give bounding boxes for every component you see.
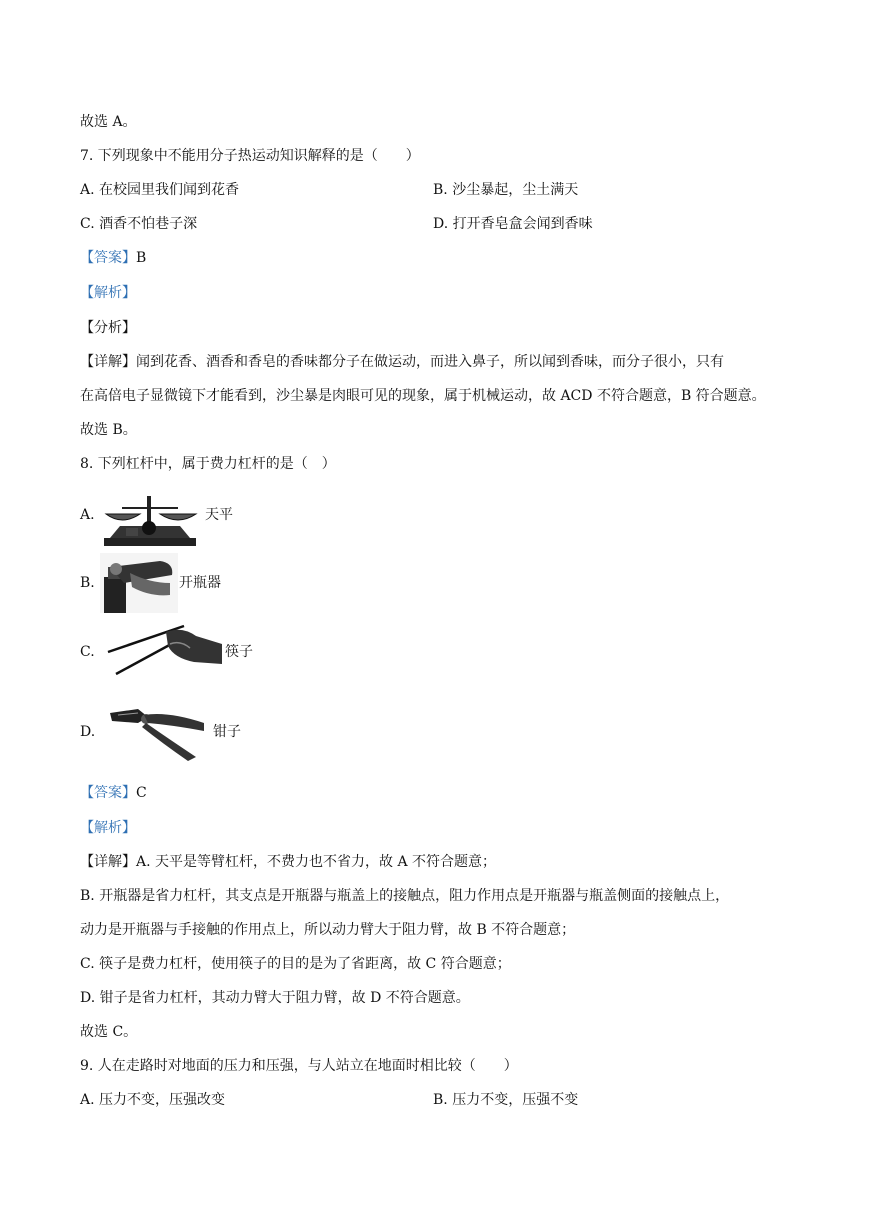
q8-option-b-label: B. xyxy=(80,575,95,591)
q7-fenxi-tag: 【分析】 xyxy=(80,320,136,336)
detail-tag: 【详解】 xyxy=(80,854,136,870)
detail-tag: 【详解】 xyxy=(80,354,136,370)
answer-tag: 【答案】 xyxy=(80,250,136,266)
answer-tag: 【答案】 xyxy=(80,785,136,801)
q7-answer xyxy=(80,248,146,268)
answer-value: C xyxy=(136,785,147,801)
q8-detail-5: D. 钳子是省力杠杆，其动力臂大于阻力臂，故 D 不符合题意。 xyxy=(80,990,470,1006)
pliers-icon xyxy=(108,703,208,761)
chopsticks-icon xyxy=(104,622,224,678)
q7-analysis-tag: 【解析】 xyxy=(80,285,136,301)
balance-scale-icon xyxy=(100,488,204,548)
q7-detail-2: 在高倍电子显微镜下才能看到，沙尘暴是肉眼可见的现象，属于机械运动，故 ACD 不符合题意，B 符合题意。 xyxy=(80,388,766,404)
conclusion-prev: 故选 A。 xyxy=(80,114,137,130)
q8-detail-4: C. 筷子是费力杠杆，使用筷子的目的是为了省距离，故 C 符合题意； xyxy=(80,956,511,972)
q8-detail-3: 动力是开瓶器与手接触的作用点上，所以动力臂大于阻力臂，故 B 不符合题意； xyxy=(80,922,576,938)
detail-text: 闻到花香、酒香和香皂的香味都分子在做运动，而进入鼻子，所以闻到香味，而分子很小，只有 xyxy=(136,354,724,370)
q7-option-d: D. 打开香皂盒会闻到香味 xyxy=(433,216,593,232)
q8-option-d-text: 钳子 xyxy=(213,724,241,740)
q9-option-a: A. 压力不变，压强改变 xyxy=(80,1092,226,1108)
q7-option-c: C. 酒香不怕巷子深 xyxy=(80,216,198,232)
question-9: 9. 人在走路时对地面的压力和压强，与人站立在地面时相比较（ ） xyxy=(80,1058,518,1074)
q7-option-b: B. 沙尘暴起，尘土满天 xyxy=(433,182,579,198)
q8-option-c-label: C. xyxy=(80,644,95,660)
q8-option-a-label: A. xyxy=(80,507,95,523)
q9-option-b: B. 压力不变，压强不变 xyxy=(433,1092,579,1108)
q7-conclusion: 故选 B。 xyxy=(80,422,137,438)
q8-option-b-text: 开瓶器 xyxy=(179,575,221,591)
q8-option-d-label: D. xyxy=(80,724,96,740)
q8-option-a-text: 天平 xyxy=(205,507,233,523)
q8-option-c-text: 筷子 xyxy=(225,644,253,660)
q8-answer xyxy=(80,783,147,803)
answer-value: B xyxy=(136,250,147,266)
bottle-opener-icon xyxy=(100,553,178,613)
q8-detail-2: B. 开瓶器是省力杠杆，其支点是开瓶器与瓶盖上的接触点，阻力作用点是开瓶器与瓶盖侧面的接触点上， xyxy=(80,888,730,904)
q7-option-a: A. 在校园里我们闻到花香 xyxy=(80,182,240,198)
q8-conclusion: 故选 C。 xyxy=(80,1024,138,1040)
detail-text: A. 天平是等臂杠杆，不费力也不省力，故 A 不符合题意； xyxy=(136,854,497,870)
question-8: 8. 下列杠杆中，属于费力杠杆的是（ ） xyxy=(80,456,336,472)
q8-analysis-tag: 【解析】 xyxy=(80,820,136,836)
question-7: 7. 下列现象中不能用分子热运动知识解释的是（ ） xyxy=(80,148,420,164)
q7-detail-1 xyxy=(80,352,724,372)
q8-detail-1 xyxy=(80,852,496,872)
